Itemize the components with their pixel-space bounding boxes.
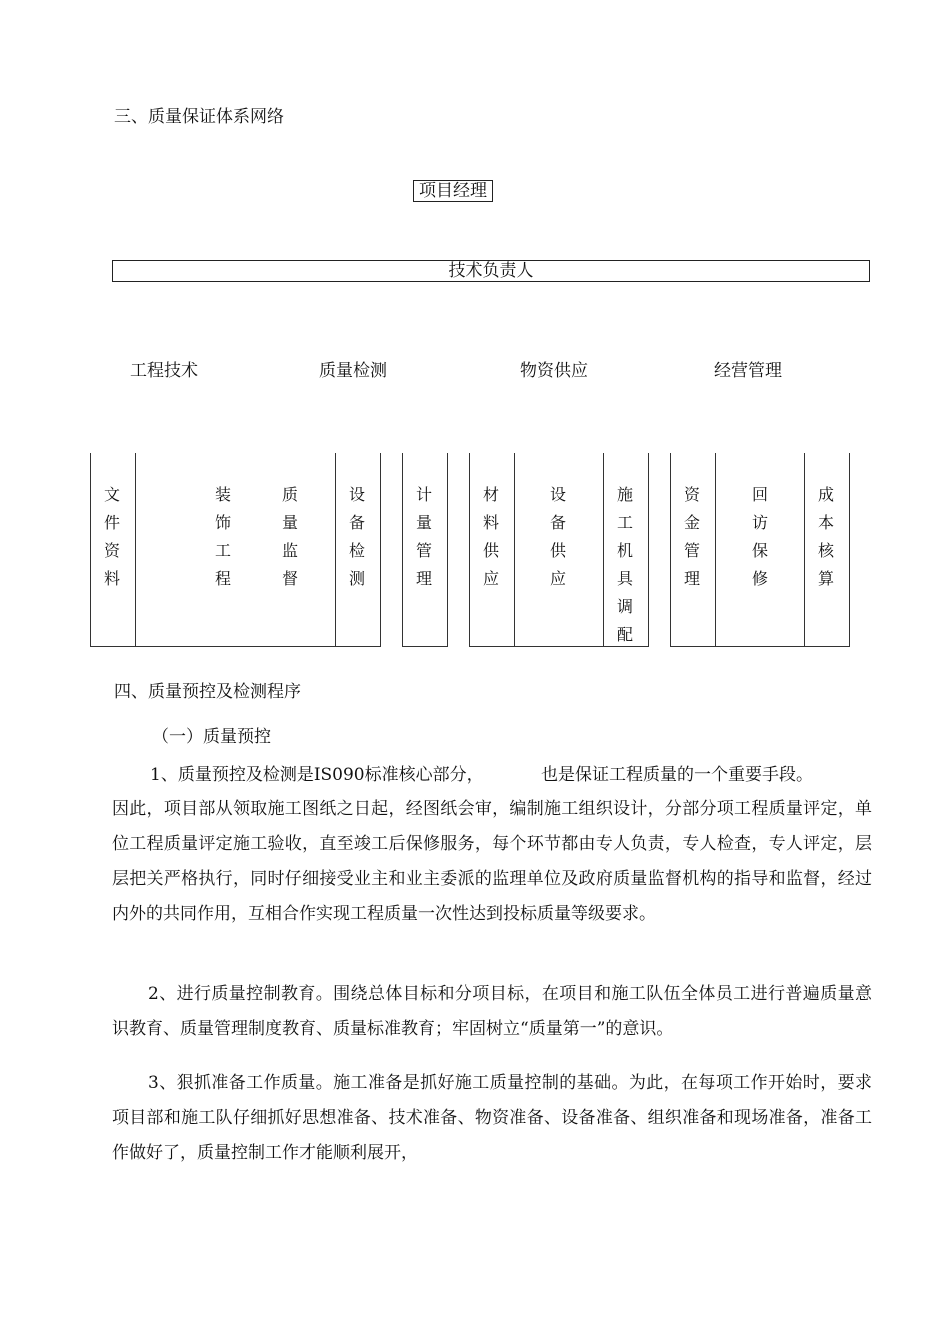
unit-decoration-works: 装 饰 工 程 <box>214 485 231 588</box>
dept-engineering-tech: 工程技术 <box>130 361 198 381</box>
unit-divider <box>648 453 649 647</box>
unit-divider <box>447 453 448 647</box>
section-4-title: 四、质量预控及检测程序 <box>114 682 301 702</box>
unit-divider <box>380 453 381 647</box>
unit-divider <box>849 453 850 647</box>
unit-material-supply: 材 料 供 应 <box>482 485 499 588</box>
unit-divider <box>135 453 136 647</box>
paragraph-1-lead-cont: 也是保证工程质量的一个重要手段。 <box>541 765 813 785</box>
unit-quality-supervision: 质 量 监 督 <box>281 485 298 588</box>
org-node-project-manager: 项目经理 <box>413 180 493 202</box>
unit-bottom-border <box>90 646 380 647</box>
unit-divider <box>670 453 671 647</box>
paragraph-1-lead: 1、质量预控及检测是IS090标准核心部分， <box>150 765 484 785</box>
unit-metrology-management: 计 量 管 理 <box>415 485 432 588</box>
dept-quality-inspection: 质量检测 <box>319 361 387 381</box>
unit-equipment-testing: 设 备 检 测 <box>348 485 365 588</box>
unit-bottom-border <box>670 646 849 647</box>
unit-divider <box>804 453 805 647</box>
unit-divider <box>335 453 336 647</box>
paragraph-2: 2、进行质量控制教育。围绕总体目标和分项目标，在项目和施工队伍全体员工进行普遍质量意识教育、质量管理制度教育、质量标准教育；牢固树立“质量第一”的意识。 <box>112 984 872 1039</box>
paragraph-1-body: 因此，项目部从领取施工图纸之日起，经图纸会审，编制施工组织设计，分部分项工程质量评定，单位工程质量评定施工验收，直至竣工后保修服务，每个环节都由专人负责，专人检查，专人评定，层层把关严格执行，同时仔细接受业主和业主委派的监理单位及政府质量监督机构的指导和监督，经过内外的共同作用，互相合作实现工程质量一次性达到投标质量等级要求。 <box>112 799 872 924</box>
unit-document-records: 文 件 资 料 <box>103 485 120 588</box>
unit-divider <box>90 453 91 647</box>
unit-machinery-dispatch: 施 工 机 具 调 配 <box>616 485 633 644</box>
unit-bottom-border <box>402 646 447 647</box>
org-node-technical-lead: 技术负责人 <box>112 260 870 282</box>
unit-divider <box>715 453 716 647</box>
unit-divider <box>514 453 515 647</box>
unit-divider <box>603 453 604 647</box>
unit-divider <box>469 453 470 647</box>
subsection-title: （一）质量预控 <box>152 727 271 747</box>
unit-follow-up-maintenance: 回 访 保 修 <box>751 485 768 588</box>
unit-fund-management: 资 金 管 理 <box>683 485 700 588</box>
dept-business-management: 经营管理 <box>714 361 782 381</box>
unit-divider <box>402 453 403 647</box>
dept-material-supply: 物资供应 <box>520 361 588 381</box>
section-3-title: 三、质量保证体系网络 <box>114 107 284 127</box>
paragraph-3: 3、狠抓准备工作质量。施工准备是抓好施工质量控制的基础。为此，在每项工作开始时，要求项目部和施工队仔细抓好思想准备、技术准备、物资准备、设备准备、组织准备和现场准备，准备工作做好了，质量控制工作才能顺利展开， <box>112 1073 872 1163</box>
unit-cost-accounting: 成 本 核 算 <box>817 485 834 588</box>
unit-equipment-supply: 设 备 供 应 <box>549 485 566 588</box>
